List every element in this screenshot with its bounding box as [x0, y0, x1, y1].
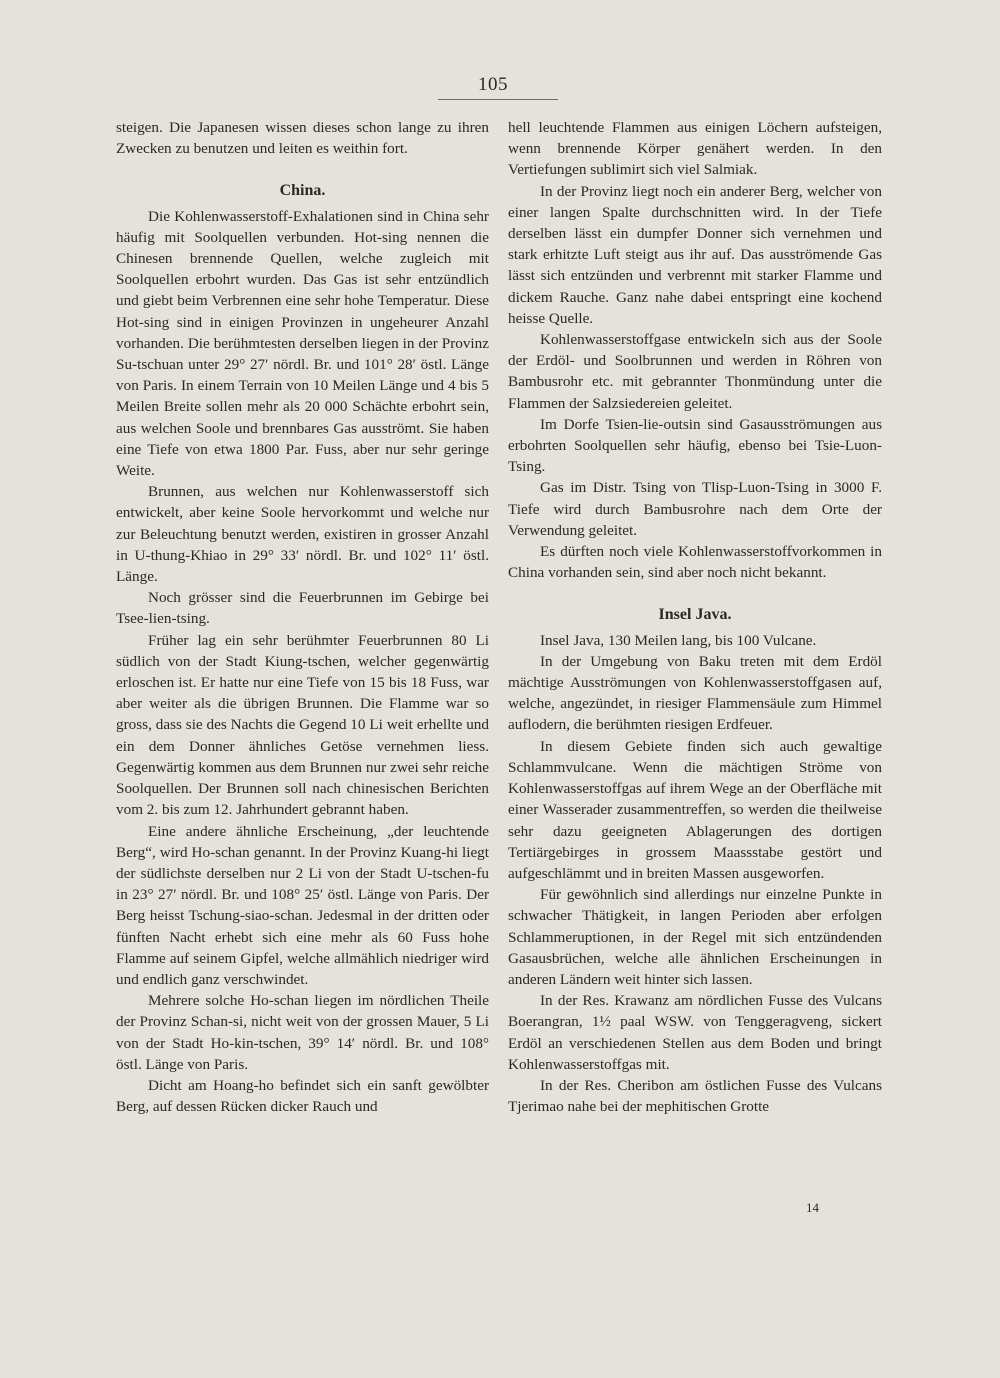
- right-paragraph: In der Res. Krawanz am nördlichen Fusse des Vulcans Boerangran, 1½ paal WSW. von Tenggeragveng, sickert Erdöl an verschiedenen Stellen aus dem Boden und bringt Kohlenwasserstoffgas mit.: [508, 992, 882, 1073]
- left-paragraph: Mehrere solche Ho-schan liegen im nördlichen Theile der Provinz Schan-si, nicht weit von der grossen Mauer, 5 Li von der Stadt Ho-kin-tschen, 39° 14′ nördl. Br. und 108° östl. Länge von Paris.: [116, 992, 489, 1073]
- header-rule: [438, 99, 558, 100]
- page-number: 105: [478, 74, 508, 95]
- right-paragraph: Gas im Distr. Tsing von Tlisp-Luon-Tsing in 3000 F. Tiefe wird durch Bambusrohre nach dem Orte der Verwendung geleitet.: [508, 479, 882, 539]
- left-column: [116, 117, 489, 1117]
- left-paragraph: Dicht am Hoang-ho befindet sich ein sanft gewölbter Berg, auf dessen Rücken dicker Rauch und: [116, 1076, 489, 1116]
- right-paragraph: In der Provinz liegt noch ein anderer Berg, welcher von einer langen Spalte durchschnitten wird. In der Tiefe derselben lässt ein dumpfer Donner sich vernehmen und stark erhitzte Luft steigt aus ihr auf. Das ausströmende Gas lässt sich entzünden und verbrennt mit starker Flamme und dickem Rauche. Ganz nahe dabei entspringt eine kochend heisse Quelle.: [508, 182, 882, 327]
- right-paragraph: Insel Java, 130 Meilen lang, bis 100 Vulcane.: [540, 631, 817, 649]
- left-paragraph: Früher lag ein sehr berühmter Feuerbrunnen 80 Li südlich von der Stadt Kiung-tschen, welcher gegenwärtig erloschen ist. Er hatte nur eine Tiefe von 15 bis 18 Fuss, war aber weiter als die übrigen Brunnen. Die Flamme war so gross, dass sie des Nachts die Gegend 10 Li weit erhellte und ein dem Donner ähnliches Getöse vernehmen liess. Gegenwärtig kommen aus dem Brunnen nur zwei sehr reiche Soolquellen. Der Brunnen soll nach chinesischen Berichten vom 2. bis zum 12. Jahrhundert gebrannt haben.: [116, 631, 489, 819]
- right-paragraph: Es dürften noch viele Kohlenwasserstoffvorkommen in China vorhanden sein, sind aber noch nicht bekannt.: [508, 543, 882, 582]
- left-paragraph: Die Kohlenwasserstoff-Exhalationen sind in China sehr häufig mit Soolquellen verbunden. Hot-sing nennen die Chinesen brennende Quellen, welche zugleich mit Soolquellen erbohrt wurden. Das Gas ist sehr entzündlich und giebt beim Verbrennen eine sehr hohe Temperatur. Diese Hot-sing sind in einigen Provinzen in ungeheurer Anzahl vorhanden. Die berühmtesten derselben liegen in der Provinz Su-tschuan unter 29° 27′ nördl. Br. und 101° 28′ östl. Länge von Paris. In einem Terrain von 10 Meilen Länge und 4 bis 5 Meilen Breite sollen mehr als 20 000 Schächte erbohrt sein, aus welchen Soole und brennbares Gas ausströmt. Sie haben eine Tiefe von etwa 1800 Par. Fuss, aber nur sehr geringe Weite.: [116, 207, 489, 480]
- signature-mark: 14: [806, 1200, 819, 1215]
- section-heading-china: China.: [279, 182, 326, 200]
- right-paragraph: Kohlenwasserstoffgase entwickeln sich aus der Soole der Erdöl- und Soolbrunnen und werden in Röhren von Bambusrohr etc. mit gebrannter Thonmündung unter die Flammen der Salzsiedereien geleitet.: [508, 331, 882, 412]
- section-heading-java: Insel Java.: [658, 606, 732, 624]
- left-intro-paragraph: steigen. Die Japanesen wissen dieses schon lange zu ihren Zwecken zu benutzen und leiten es weithin fort.: [116, 119, 489, 158]
- left-paragraph: Noch grösser sind die Feuerbrunnen im Gebirge bei Tsee-lien-tsing.: [116, 589, 489, 628]
- right-paragraph: Für gewöhnlich sind allerdings nur einzelne Punkte in schwacher Thätigkeit, in langen Perioden aber erfolgen Schlammeruptionen, in der Regel mit sich entzündenden Gasausbrüchen, welche alle ähnlichen Erscheinungen in anderen Ländern weit hinter sich lassen.: [508, 886, 882, 988]
- right-intro-paragraph: hell leuchtende Flammen aus einigen Löchern aufsteigen, wenn brennende Körper genähert werden. In den Vertiefungen sublimirt sich viel Salmiak.: [508, 119, 882, 179]
- right-paragraph: In der Umgebung von Baku treten mit dem Erdöl mächtige Ausströmungen von Kohlenwasserstoffgasen auf, welche, angezündet, in riesiger Flammensäule zum Himmel auflodern, die berühmten riesigen Erdfeuer.: [508, 652, 882, 734]
- right-paragraph: Im Dorfe Tsien-lie-outsin sind Gasausströmungen aus erbohrten Soolquellen sehr häufig, ebenso bei Tsie-Luon-Tsing.: [508, 415, 882, 476]
- right-paragraph: In diesem Gebiete finden sich auch gewaltige Schlammvulcane. Wenn die mächtigen Ströme von Kohlenwasserstoffgas auf ihrem Wege an der Oberfläche mit einer Wasserader zusammentreffen, so werden die theilweise sehr dazu geeigneten Ablagerungen des dortigen Tertiärgebirges in grossem Maassstabe gestört und aufgeschlämmt und in breiten Massen ausgeworfen.: [508, 737, 882, 882]
- right-column: [508, 117, 882, 1117]
- right-paragraph: In der Res. Cheribon am östlichen Fusse des Vulcans Tjerimao nahe bei der mephitischen Grotte: [508, 1076, 882, 1116]
- left-paragraph: Eine andere ähnliche Erscheinung, „der leuchtende Berg“, wird Ho-schan genannt. In der Provinz Kuang-hi liegt der südlichste derselben nur 2 Li von der Stadt U-tschen-fu in 23° 27′ nördl. Br. und 108° 25′ östl. Länge von Paris. Der Berg heisst Tschung-siao-schan. Jedesmal in der dritten oder fünften Nacht erhebt sich eine mehr als 60 Fuss hohe Flamme auf seinem Gipfel, welche allmählich niedriger wird und endlich ganz verschwindet.: [116, 822, 489, 988]
- left-paragraph: Brunnen, aus welchen nur Kohlenwasserstoff sich entwickelt, aber keine Soole hervorkommt und welche nur zur Beleuchtung benutzt werden, existiren in grosser Anzahl in U-thung-Khiao in 29° 33′ nördl. Br. und 102° 11′ östl. Länge.: [116, 483, 489, 586]
